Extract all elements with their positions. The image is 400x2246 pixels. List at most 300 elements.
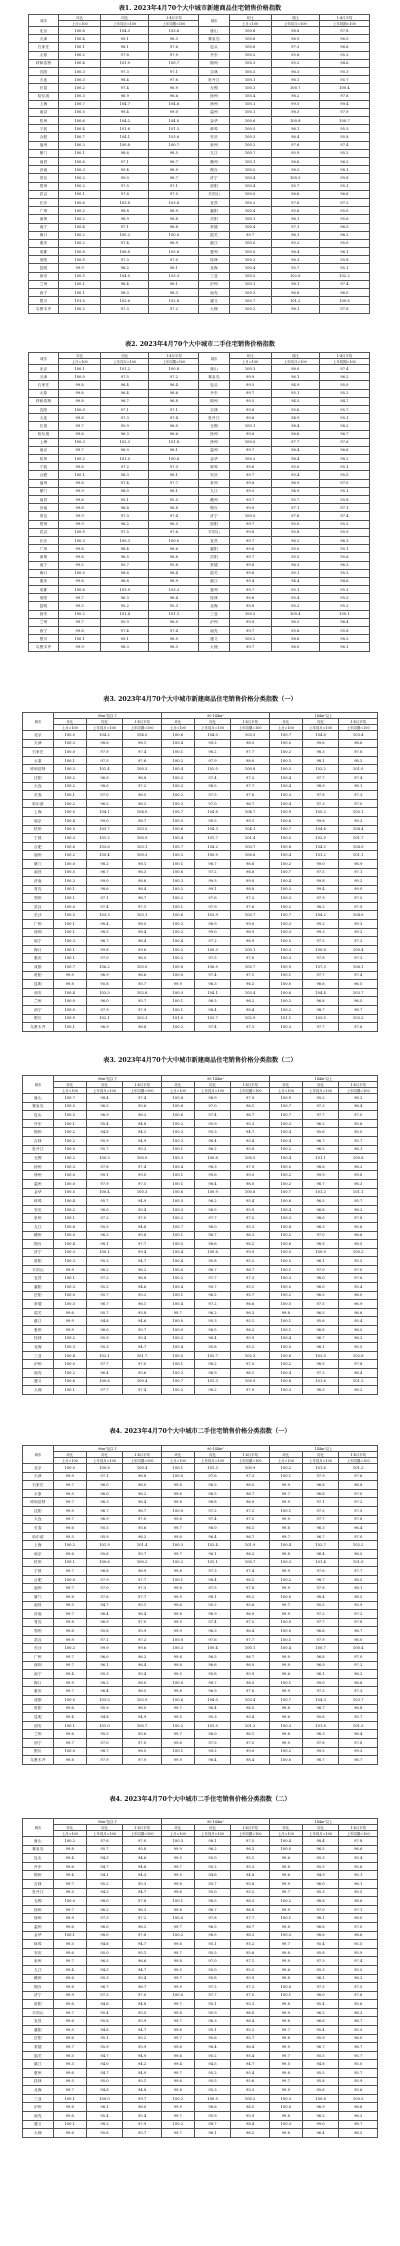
table-row <box>23 1558 378 1567</box>
city-cell: 成都 <box>29 586 59 594</box>
value-cell: 96.7 <box>231 1922 270 1931</box>
value-cell: 101.1 <box>339 851 378 860</box>
value-cell: 96.0 <box>302 1879 339 1888</box>
value-cell: 99.7 <box>161 1549 194 1558</box>
value-cell: 96.2 <box>339 1974 378 1983</box>
value-cell: 95.6 <box>339 1119 378 1128</box>
table-row <box>29 528 370 536</box>
value-cell: 96.3 <box>302 1524 339 1533</box>
value-cell: 104.2 <box>86 731 123 740</box>
value-cell: 96.4 <box>123 1661 162 1670</box>
value-cell: 100.1 <box>59 149 101 157</box>
value-cell: 95.6 <box>231 1601 270 1610</box>
value-cell: 99.6 <box>59 496 101 504</box>
value-cell: 99.6 <box>161 1532 194 1541</box>
value-cell: 97.2 <box>302 1687 339 1696</box>
city-cell: 哈尔滨 <box>29 92 59 100</box>
column-subheader: 上月=100 <box>53 1831 86 1837</box>
city-cell: 成都 <box>29 248 59 256</box>
value-cell: 100.1 <box>86 1248 123 1257</box>
table-row <box>23 1506 378 1515</box>
value-cell: 96.3 <box>123 1905 162 1914</box>
value-cell: 100.2 <box>269 902 302 911</box>
value-cell: 95.7 <box>123 997 162 1006</box>
value-cell: 95.9 <box>101 618 149 626</box>
table-1-title: 表1. 2023年4月70个大中城市新建商品住宅销售价格指数 <box>118 5 282 12</box>
table-row <box>23 2060 378 2069</box>
value-cell: 96.8 <box>339 2103 378 2112</box>
value-cell: 95.5 <box>319 594 369 602</box>
city-cell: 武汉 <box>23 1635 54 1644</box>
value-cell: 96.9 <box>194 1687 231 1696</box>
value-cell: 99.7 <box>229 231 271 239</box>
city-cell: 扬州 <box>23 1905 54 1914</box>
value-cell: 95.8 <box>319 627 369 635</box>
value-cell: 95.9 <box>86 1136 123 1145</box>
value-cell: 97.5 <box>231 1214 270 1223</box>
city-cell: 福州 <box>29 479 59 487</box>
city-cell: 长沙 <box>29 536 59 544</box>
value-cell: 95.0 <box>86 1948 123 1957</box>
value-cell: 96.4 <box>194 1136 231 1145</box>
value-cell: 97.7 <box>86 1360 123 1369</box>
city-cell: 宜昌 <box>199 536 229 544</box>
value-cell: 97.7 <box>339 1567 378 1576</box>
value-cell: 100.1 <box>161 1464 194 1473</box>
value-cell: 100.0 <box>149 536 199 544</box>
city-cell: 重庆 <box>29 239 59 247</box>
value-cell: 95.9 <box>339 1601 378 1610</box>
value-cell: 100.6 <box>59 586 101 594</box>
table-row <box>23 894 378 903</box>
city-cell: 常德 <box>23 2043 54 2052</box>
value-cell: 95.8 <box>149 561 199 569</box>
value-cell: 97.8 <box>339 1837 378 1846</box>
column-header: 1-4月平均 <box>319 15 369 21</box>
city-cell: 扬州 <box>199 430 229 438</box>
column-header: 同比 <box>194 1082 231 1088</box>
value-cell: 100.1 <box>161 1360 194 1369</box>
city-cell: 锦州 <box>199 397 229 405</box>
column-subheader: 上月=100 <box>53 1458 86 1464</box>
value-cell: 100.8 <box>229 27 271 35</box>
value-cell: 99.8 <box>269 2112 302 2121</box>
value-cell: 99.6 <box>229 463 271 471</box>
value-cell: 96.6 <box>149 92 199 100</box>
city-cell: 昆明 <box>29 264 59 272</box>
table-row <box>23 756 378 765</box>
city-cell: 温州 <box>23 1179 54 1188</box>
value-cell: 95.9 <box>101 422 149 430</box>
table-row <box>23 1756 378 1765</box>
value-cell: 97.1 <box>86 1635 123 1644</box>
value-cell: 95.8 <box>86 1627 123 1636</box>
value-cell: 98.0 <box>86 1897 123 1906</box>
value-cell: 96.9 <box>302 1661 339 1670</box>
value-cell: 98.7 <box>339 2120 378 2129</box>
value-cell: 95.4 <box>302 1940 339 1949</box>
value-cell: 96.3 <box>123 868 162 877</box>
value-cell: 98.1 <box>101 43 149 51</box>
value-cell: 97.0 <box>339 1489 378 1498</box>
value-cell: 100.2 <box>161 894 194 903</box>
value-cell: 95.2 <box>271 239 319 247</box>
value-cell: 100.2 <box>229 305 271 313</box>
value-cell: 100.9 <box>269 963 302 972</box>
value-cell: 96.9 <box>86 1023 123 1032</box>
value-cell: 100.2 <box>231 2094 270 2103</box>
value-cell: 100.8 <box>269 1222 302 1231</box>
value-cell: 99.7 <box>123 2094 162 2103</box>
value-cell: 99.7 <box>53 2008 86 2017</box>
value-cell: 99.8 <box>161 1481 194 1490</box>
value-cell: 98.4 <box>231 1756 270 1765</box>
city-cell: 长沙 <box>29 198 59 206</box>
value-cell: 101.2 <box>339 1464 378 1473</box>
value-cell: 95.7 <box>339 1197 378 1206</box>
value-cell: 100.2 <box>53 1154 86 1163</box>
value-cell: 100.6 <box>59 158 101 166</box>
value-cell: 102.2 <box>319 272 369 280</box>
value-cell: 99.7 <box>229 553 271 561</box>
value-cell: 97.3 <box>339 954 378 963</box>
table-row <box>23 1231 378 1240</box>
value-cell: 99.6 <box>302 739 339 748</box>
value-cell: 100.5 <box>161 1351 194 1360</box>
value-cell: 96.2 <box>339 1670 378 1679</box>
value-cell: 99.4 <box>229 577 271 585</box>
city-cell: 昆明 <box>23 1713 54 1722</box>
column-header: 同比 <box>271 15 319 21</box>
value-cell: 100.9 <box>231 1464 270 1473</box>
value-cell: 100.3 <box>161 851 194 860</box>
value-cell: 98.1 <box>271 280 319 288</box>
value-cell: 100.4 <box>194 1644 231 1653</box>
value-cell: 99.7 <box>161 2069 194 2078</box>
value-cell: 97.1 <box>319 504 369 512</box>
value-cell: 96.6 <box>271 190 319 198</box>
value-cell: 97.6 <box>339 1472 378 1481</box>
value-cell: 103.3 <box>231 731 270 740</box>
table-row <box>29 405 370 413</box>
value-cell: 96.6 <box>339 1845 378 1854</box>
table-row <box>23 2043 378 2052</box>
city-cell: 深圳 <box>23 928 54 937</box>
value-cell: 98.6 <box>339 1931 378 1940</box>
table-row <box>23 1871 378 1880</box>
city-cell: 济宁 <box>23 1991 54 2000</box>
city-cell: 重庆 <box>23 1687 54 1696</box>
value-cell: 100.8 <box>149 365 199 373</box>
value-cell: 97.6 <box>194 1635 231 1644</box>
column-header: 环比 <box>59 353 101 359</box>
value-cell: 99.6 <box>53 2000 86 2009</box>
value-cell: 98.6 <box>271 635 319 643</box>
value-cell: 99.0 <box>149 108 199 116</box>
value-cell: 97.1 <box>231 971 270 980</box>
value-cell: 96.5 <box>194 1326 231 1335</box>
value-cell: 101.9 <box>231 1541 270 1550</box>
city-cell: 上海 <box>29 100 59 108</box>
value-cell: 99.5 <box>53 1940 86 1949</box>
value-cell: 95.2 <box>231 1888 270 1897</box>
value-cell: 100.8 <box>269 1377 302 1386</box>
value-cell: 98.2 <box>86 859 123 868</box>
value-cell: 101.4 <box>86 765 123 774</box>
value-cell: 98.9 <box>101 215 149 223</box>
value-cell: 97.6 <box>123 756 162 765</box>
value-cell: 96.1 <box>86 1661 123 1670</box>
value-cell: 97.5 <box>194 1739 231 1748</box>
value-cell: 102.7 <box>194 1014 231 1023</box>
value-cell: 99.7 <box>229 643 271 651</box>
value-cell: 96.7 <box>319 430 369 438</box>
value-cell: 99.6 <box>59 430 101 438</box>
value-cell: 97.5 <box>194 1584 231 1593</box>
value-cell: 100.2 <box>161 2094 194 2103</box>
value-cell: 98.1 <box>149 471 199 479</box>
city-cell: 广州 <box>23 1653 54 1662</box>
city-cell: 合肥 <box>23 1575 54 1584</box>
city-cell: 牡丹江 <box>199 414 229 422</box>
value-cell: 99.9 <box>53 1506 86 1515</box>
table-row <box>29 438 370 446</box>
value-cell: 99.6 <box>123 945 162 954</box>
table-row <box>29 100 370 108</box>
city-cell: 湛江 <box>23 1317 54 1326</box>
value-cell: 100.0 <box>53 1464 86 1473</box>
value-cell: 98.4 <box>231 1006 270 1015</box>
value-cell: 100.3 <box>161 1541 194 1550</box>
city-cell: 牡丹江 <box>23 1145 54 1154</box>
value-cell: 96.1 <box>319 248 369 256</box>
value-cell: 97.7 <box>302 1111 339 1120</box>
value-cell: 100.2 <box>53 1369 86 1378</box>
value-cell: 94.7 <box>231 1128 270 1137</box>
column-header: 同比 <box>302 1825 339 1831</box>
value-cell: 96.9 <box>231 1661 270 1670</box>
value-cell: 97.4 <box>149 414 199 422</box>
value-cell: 101.4 <box>101 610 149 618</box>
value-cell: 100.7 <box>269 1696 302 1705</box>
value-cell: 97.6 <box>86 1837 123 1846</box>
value-cell: 96.8 <box>194 1498 231 1507</box>
value-cell: 95.7 <box>86 1197 123 1206</box>
value-cell: 99.9 <box>269 1739 302 1748</box>
value-cell: 94.7 <box>231 2060 270 2069</box>
value-cell: 97.8 <box>302 1584 339 1593</box>
value-cell: 95.7 <box>86 1845 123 1854</box>
city-cell: 南昌 <box>29 496 59 504</box>
value-cell: 96.3 <box>271 67 319 75</box>
value-cell: 97.9 <box>123 2120 162 2129</box>
value-cell: 95.3 <box>194 1128 231 1137</box>
value-cell: 99.8 <box>161 2086 194 2095</box>
value-cell: 98.4 <box>101 76 149 84</box>
value-cell: 101.3 <box>149 125 199 133</box>
group-header: 144m²以上 <box>269 1819 377 1825</box>
value-cell: 96.3 <box>149 520 199 528</box>
value-cell: 96.2 <box>339 2112 378 2121</box>
table-row <box>23 2077 378 2086</box>
value-cell: 99.8 <box>53 1592 86 1601</box>
city-cell: 深圳 <box>23 1661 54 1670</box>
table-row <box>23 1862 378 1871</box>
city-cell: 唐山 <box>199 27 229 35</box>
table-row <box>29 389 370 397</box>
table-row <box>23 1162 378 1171</box>
column-subheader: 上月=100 <box>53 725 86 731</box>
value-cell: 94.6 <box>123 1854 162 1863</box>
value-cell: 99.8 <box>59 397 101 405</box>
value-cell: 100.3 <box>161 1837 194 1846</box>
city-cell: 哈尔滨 <box>23 799 54 808</box>
value-cell: 99.9 <box>231 1248 270 1257</box>
value-cell: 96.2 <box>319 373 369 381</box>
city-cell: 岳阳 <box>199 215 229 223</box>
value-cell: 99.8 <box>269 1862 302 1871</box>
value-cell: 101.9 <box>86 1541 123 1550</box>
value-cell: 100.4 <box>269 1369 302 1378</box>
table-row <box>23 2112 378 2121</box>
value-cell: 100.5 <box>53 1188 86 1197</box>
value-cell: 96.1 <box>302 1257 339 1266</box>
value-cell: 100.8 <box>231 765 270 774</box>
table-row <box>23 1905 378 1914</box>
value-cell: 97.1 <box>149 67 199 75</box>
value-cell: 97.0 <box>231 954 270 963</box>
value-cell: 97.9 <box>86 1575 123 1584</box>
value-cell: 101.1 <box>194 1558 231 1567</box>
table-row <box>29 198 370 206</box>
value-cell: 100.2 <box>53 799 86 808</box>
value-cell: 100.4 <box>53 988 86 997</box>
value-cell: 100.9 <box>194 1188 231 1197</box>
value-cell: 96.3 <box>319 536 369 544</box>
value-cell: 99.6 <box>53 2129 86 2138</box>
value-cell: 95.4 <box>123 1670 162 1679</box>
value-cell: 98.8 <box>302 1931 339 1940</box>
value-cell: 97.2 <box>86 1214 123 1223</box>
value-cell: 99.6 <box>229 414 271 422</box>
value-cell: 101.4 <box>302 1558 339 1567</box>
value-cell: 100.8 <box>86 1377 123 1386</box>
value-cell: 100.7 <box>59 100 101 108</box>
table-row <box>23 773 378 782</box>
value-cell: 99.5 <box>53 2026 86 2035</box>
table-row <box>23 1739 378 1748</box>
value-cell: 103.5 <box>86 1696 123 1705</box>
value-cell: 99.4 <box>53 1871 86 1880</box>
value-cell: 99.7 <box>269 1940 302 1949</box>
city-cell: 北京 <box>29 27 59 35</box>
value-cell: 95.8 <box>231 1879 270 1888</box>
value-cell: 100.4 <box>269 1205 302 1214</box>
table-row <box>29 141 370 149</box>
value-cell: 96.0 <box>194 1730 231 1739</box>
table-row <box>29 422 370 430</box>
value-cell: 97.6 <box>231 902 270 911</box>
value-cell: 97.7 <box>231 1914 270 1923</box>
value-cell: 103.4 <box>231 1696 270 1705</box>
value-cell: 97.0 <box>194 799 231 808</box>
value-cell: 100.4 <box>269 782 302 791</box>
value-cell: 97.1 <box>339 868 378 877</box>
value-cell: 99.9 <box>229 504 271 512</box>
value-cell: 97.0 <box>123 1837 162 1846</box>
value-cell: 100.0 <box>59 528 101 536</box>
value-cell: 98.1 <box>271 305 319 313</box>
value-cell: 100.4 <box>229 264 271 272</box>
value-cell: 100.5 <box>271 174 319 182</box>
table-row <box>23 1687 378 1696</box>
value-cell: 99.7 <box>269 2051 302 2060</box>
value-cell: 96.7 <box>231 1489 270 1498</box>
value-cell: 100.8 <box>231 851 270 860</box>
city-cell: 呼和浩特 <box>29 59 59 67</box>
value-cell: 98.8 <box>101 207 149 215</box>
value-cell: 100.2 <box>53 782 86 791</box>
value-cell: 94.7 <box>86 1862 123 1871</box>
value-cell: 99.8 <box>229 561 271 569</box>
value-cell: 95.0 <box>271 520 319 528</box>
value-cell: 95.0 <box>319 381 369 389</box>
value-cell: 100.0 <box>161 1326 194 1335</box>
value-cell: 100.1 <box>161 1747 194 1756</box>
value-cell: 96.2 <box>123 1922 162 1931</box>
value-cell: 100.0 <box>123 1154 162 1163</box>
value-cell: 100.2 <box>161 1721 194 1730</box>
value-cell: 96.9 <box>123 1567 162 1576</box>
value-cell: 100.1 <box>53 954 86 963</box>
value-cell: 98.1 <box>86 1240 123 1249</box>
value-cell: 104.6 <box>302 825 339 834</box>
value-cell: 100.0 <box>229 438 271 446</box>
value-cell: 96.1 <box>271 215 319 223</box>
value-cell: 102.9 <box>123 1696 162 1705</box>
value-cell: 99.7 <box>59 422 101 430</box>
value-cell: 100.8 <box>271 117 319 125</box>
city-cell: 吉林 <box>23 1136 54 1145</box>
value-cell: 100.3 <box>229 59 271 67</box>
value-cell: 96.1 <box>231 1524 270 1533</box>
city-cell: 太原 <box>23 756 54 765</box>
value-cell: 99.9 <box>53 1991 86 2000</box>
value-cell: 96.5 <box>194 1489 231 1498</box>
value-cell: 97.5 <box>302 1983 339 1992</box>
value-cell: 96.0 <box>231 2008 270 2017</box>
value-cell: 99.7 <box>161 1922 194 1931</box>
value-cell: 99.6 <box>229 594 271 602</box>
value-cell: 96.5 <box>101 553 149 561</box>
table-row <box>29 149 370 157</box>
value-cell: 99.7 <box>53 1687 86 1696</box>
value-cell: 100.1 <box>53 1558 86 1567</box>
value-cell: 95.5 <box>339 2026 378 2035</box>
value-cell: 96.2 <box>339 1205 378 1214</box>
city-cell: 韶关 <box>199 569 229 577</box>
value-cell: 97.9 <box>302 1472 339 1481</box>
value-cell: 95.6 <box>231 2077 270 2086</box>
value-cell: 100.4 <box>59 125 101 133</box>
value-cell: 99.8 <box>339 1171 378 1180</box>
column-header-city: 城市 <box>23 1446 54 1464</box>
value-cell: 96.5 <box>302 1197 339 1206</box>
value-cell: 96.4 <box>123 1610 162 1619</box>
value-cell: 95.3 <box>123 1145 162 1154</box>
value-cell: 96.7 <box>302 2043 339 2052</box>
value-cell: 100.2 <box>339 1248 378 1257</box>
